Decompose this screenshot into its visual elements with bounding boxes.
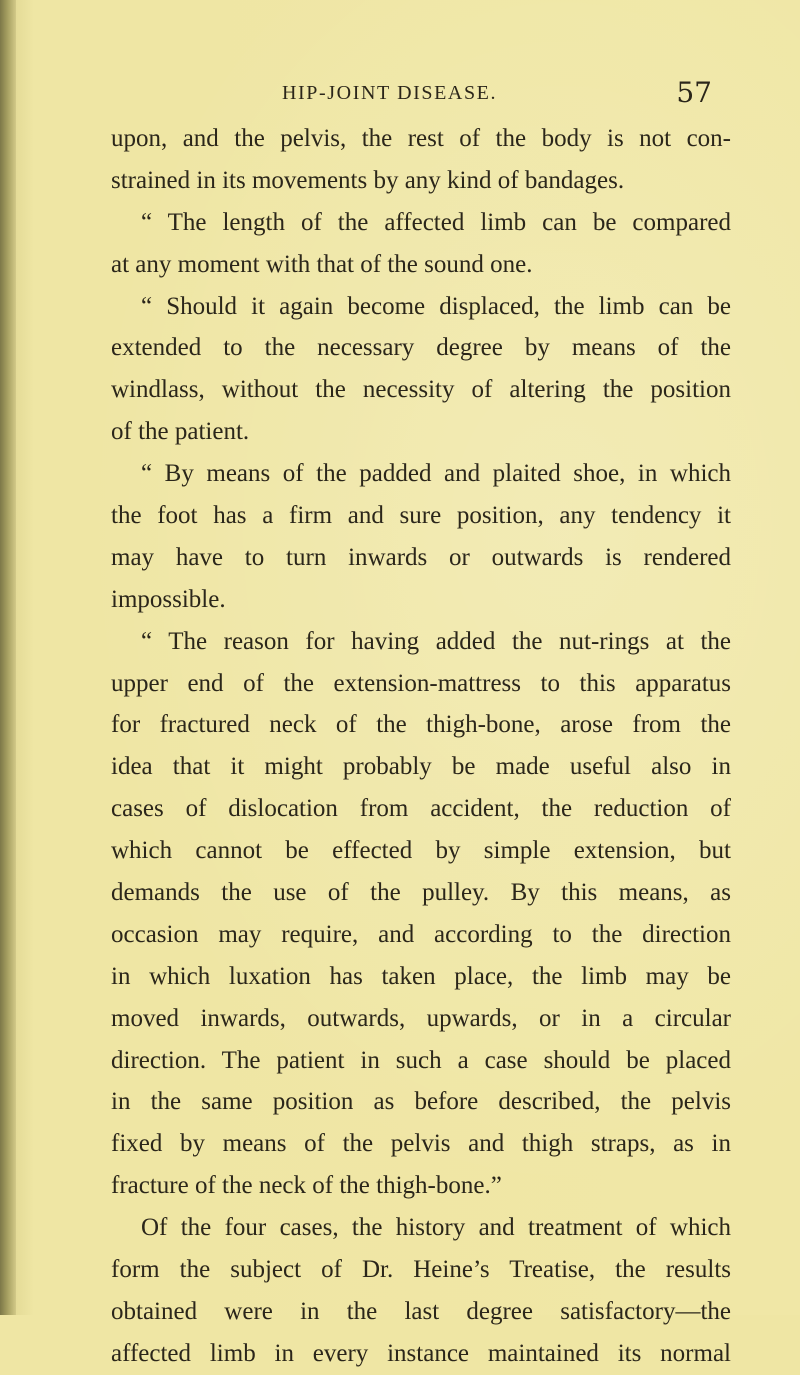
body-text — [111, 118, 731, 1375]
text-line: form the subject of Dr. Heine’s Treatise, the results — [111, 1256, 731, 1284]
text-line: “ Should it again become displaced, the limb can be — [141, 292, 731, 320]
text-line: strained in its movements by any kind of bandages. — [111, 166, 625, 194]
text-line: fixed by means of the pelvis and thigh straps, as in — [111, 1130, 731, 1158]
running-head: HIP-JOINT DISEASE. — [282, 82, 498, 104]
text-line: windlass, without the necessity of altering the position — [111, 376, 731, 404]
text-line: at any moment with that of the sound one. — [111, 250, 533, 278]
text-line: demands the use of the pulley. By this means, as — [111, 879, 731, 907]
page-number: 57 — [676, 76, 712, 109]
text-line: which cannot be effected by simple extension, but — [111, 837, 731, 865]
text-line: “ By means of the padded and plaited shoe, in which — [141, 460, 731, 488]
text-line: cases of dislocation from accident, the reduction of — [111, 795, 731, 823]
text-line: affected limb in every instance maintained its normal — [111, 1339, 731, 1367]
page-spine-shadow — [0, 0, 16, 1315]
text-line: idea that it might probably be made useful also in — [111, 753, 731, 781]
text-line: upon, and the pelvis, the rest of the body is not con- — [111, 125, 731, 152]
text-line: obtained were in the last degree satisfactory—the — [111, 1297, 731, 1325]
text-line: Of the four cases, the history and treatment of which — [141, 1214, 731, 1242]
text-line: for fractured neck of the thigh-bone, arose from the — [111, 711, 731, 739]
text-line: may have to turn inwards or outwards is rendered — [111, 543, 731, 571]
text-line: of the patient. — [111, 418, 250, 446]
page-header — [112, 76, 732, 116]
text-line: in which luxation has taken place, the limb may be — [111, 962, 731, 990]
text-line: direction. The patient in such a case should be placed — [111, 1046, 731, 1074]
text-line: in the same position as before described, the pelvis — [111, 1088, 731, 1116]
text-line: fracture of the neck of the thigh-bone.” — [111, 1172, 502, 1200]
text-line: upper end of the extension-mattress to this apparatus — [111, 669, 731, 697]
text-line: moved inwards, outwards, upwards, or in a circular — [111, 1004, 731, 1032]
text-line: “ The length of the affected limb can be compared — [141, 208, 731, 236]
text-line: occasion may require, and according to the direction — [111, 920, 731, 948]
text-line: impossible. — [111, 585, 226, 613]
text-line: the foot has a firm and sure position, any tendency it — [111, 502, 731, 530]
text-line: extended to the necessary degree by means of the — [111, 334, 731, 362]
text-line: “ The reason for having added the nut-rings at the — [141, 627, 731, 655]
